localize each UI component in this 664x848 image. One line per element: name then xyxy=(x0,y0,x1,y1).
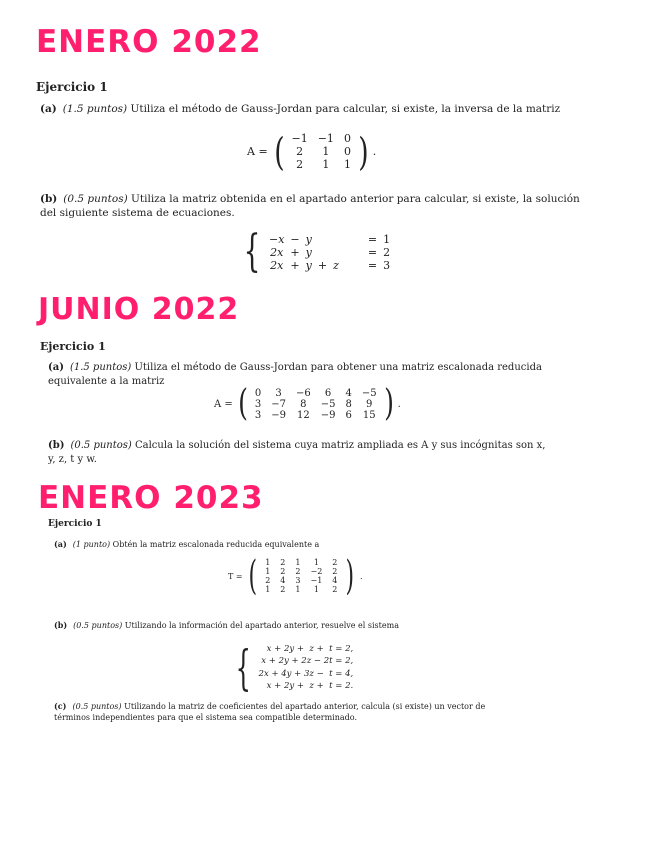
matrix-cell: 9 xyxy=(366,398,373,410)
item-label: (a) xyxy=(48,362,64,373)
matrix-cell: 2 xyxy=(265,576,271,585)
equation-system xyxy=(228,639,354,696)
item-text: Calcula la solución del sistema cuya matriz ampliada es A y sus incógnitas son x, y, z, t y w. xyxy=(48,440,546,465)
matrix-cell: 15 xyxy=(362,409,376,421)
item-b xyxy=(48,439,548,466)
matrix-cell: 2 xyxy=(296,158,304,171)
item-text: Utiliza la matriz obtenida en el apartado anterior para calcular, si existe, la solución del siguiente sistema de ecuaciones. xyxy=(40,193,580,220)
matrix-t xyxy=(228,553,363,599)
system-table xyxy=(266,233,393,272)
heading-enero-2022: ENERO 2022 xyxy=(36,24,262,60)
term: + xyxy=(290,258,300,272)
term: 2x xyxy=(270,258,284,272)
term: 2x xyxy=(270,245,284,259)
equation: x + 2y + 2z − 2t = 2, xyxy=(261,656,354,667)
item-label: (a) xyxy=(40,103,57,115)
item-c xyxy=(54,701,514,724)
matrix-cell: 0 xyxy=(254,387,262,399)
matrix-cell: 2 xyxy=(332,585,338,594)
term xyxy=(330,233,342,246)
heading-junio-2022: JUNIO 2022 xyxy=(38,292,240,327)
matrix-cell: 1 xyxy=(322,145,330,158)
item-label: (a) xyxy=(54,539,67,549)
matrix-end: . xyxy=(397,398,401,410)
points: (1.5 puntos) xyxy=(69,362,132,373)
matrix-cell: −5 xyxy=(320,398,336,410)
equation: x + 2y + z + t = 2, xyxy=(266,644,354,654)
matrix-cell: 6 xyxy=(345,409,352,421)
term: + xyxy=(290,245,300,259)
exercise-title: Ejercicio 1 xyxy=(48,519,102,529)
term xyxy=(315,233,330,246)
matrix-cell: 3 xyxy=(275,387,282,399)
matrix-cell: 3 xyxy=(254,409,262,421)
left-brace: { xyxy=(243,226,261,277)
item-b xyxy=(54,620,514,632)
matrix-cell: 8 xyxy=(345,398,352,410)
item-b xyxy=(40,192,580,220)
matrix-cell: −7 xyxy=(271,398,286,410)
matrix-cell: 1 xyxy=(322,158,330,171)
item-a xyxy=(54,539,514,551)
matrix-cell: 1 xyxy=(265,567,271,576)
right-paren: ) xyxy=(383,383,394,424)
left-paren: ( xyxy=(273,129,285,174)
matrix-name: A = xyxy=(214,398,233,410)
item-label: (b) xyxy=(48,440,65,451)
term: −x xyxy=(269,232,285,246)
term: = xyxy=(367,245,378,259)
system-lines xyxy=(259,643,354,692)
term: z xyxy=(333,258,339,272)
term: = xyxy=(367,232,378,246)
term: y xyxy=(305,258,312,272)
matrix-cell: 1 xyxy=(265,558,271,567)
matrix-cell: −6 xyxy=(295,387,311,399)
term: y xyxy=(305,245,312,259)
matrix-cell: −9 xyxy=(271,409,286,421)
item-text: Utiliza el método de Gauss-Jordan para calcular, si existe, la inversa de la matriz xyxy=(130,103,561,115)
matrix-a xyxy=(247,129,377,174)
exercise-title: Ejercicio 1 xyxy=(36,80,108,94)
matrix-cell: 1 xyxy=(295,585,301,594)
item-text: Utilizando la información del apartado anterior, resuelve el sistema xyxy=(124,621,399,630)
matrix-cell: 4 xyxy=(332,576,338,585)
matrix-cell: 8 xyxy=(300,398,307,410)
points: (0.5 puntos) xyxy=(73,621,123,630)
term xyxy=(330,246,342,259)
matrix-end: . xyxy=(359,571,363,581)
matrix-cell: 6 xyxy=(324,387,332,399)
matrix-cell: 12 xyxy=(296,409,310,421)
matrix-table xyxy=(287,132,356,171)
matrix-cell: 0 xyxy=(343,145,351,158)
matrix-cell: 2 xyxy=(280,567,286,576)
points: (1.5 puntos) xyxy=(62,103,128,115)
equation: 2x + 4y + 3z − t = 4, xyxy=(258,668,354,679)
matrix-cell: 2 xyxy=(295,567,301,576)
matrix-cell: −1 xyxy=(310,576,323,585)
matrix-cell: 1 xyxy=(295,558,301,567)
matrix-cell: 1 xyxy=(313,585,319,594)
item-text: Utiliza el método de Gauss-Jordan para obtener una matriz escalonada reducida equivalente a la matriz xyxy=(48,362,542,387)
matrix-cell: −9 xyxy=(320,409,336,421)
item-text: Utilizando la matriz de coeficientes del apartado anterior, calcula (si existe) un vector de términos independientes para que el sistema sea compatible determinado. xyxy=(54,702,486,722)
term: + xyxy=(317,258,328,272)
term: y xyxy=(305,232,312,246)
points: (0.5 puntos) xyxy=(63,193,128,205)
matrix-cell: 2 xyxy=(280,585,286,594)
matrix-cell: 4 xyxy=(345,387,352,399)
term: 1 xyxy=(383,232,391,246)
matrix-cell: 3 xyxy=(254,398,262,410)
matrix-cell: 0 xyxy=(343,132,351,145)
points: (1 punto) xyxy=(72,540,111,549)
matrix-cell: −1 xyxy=(291,132,308,145)
matrix-table xyxy=(260,558,342,594)
matrix-cell: 2 xyxy=(280,558,286,567)
heading-enero-2023: ENERO 2023 xyxy=(38,480,264,516)
left-brace: { xyxy=(235,639,251,696)
left-paren: ( xyxy=(248,553,257,599)
matrix-cell: 4 xyxy=(280,576,286,585)
matrix-name: T = xyxy=(228,571,243,581)
right-paren: ) xyxy=(345,553,355,599)
matrix-table xyxy=(250,388,382,421)
term: 3 xyxy=(383,258,391,272)
matrix-cell: 2 xyxy=(332,567,338,576)
term xyxy=(315,246,330,259)
exercise-title: Ejercicio 1 xyxy=(40,340,106,353)
equation-system xyxy=(238,226,393,277)
matrix-cell: 1 xyxy=(313,558,319,567)
item-text: Obtén la matriz escalonada reducida equivalente a xyxy=(112,540,320,549)
matrix-cell: 3 xyxy=(295,576,301,585)
matrix-cell: −2 xyxy=(310,567,323,576)
matrix-cell: −1 xyxy=(317,132,334,145)
term: − xyxy=(290,232,300,246)
equation: x + 2y + z + t = 2. xyxy=(266,680,354,691)
term: 2 xyxy=(383,245,391,259)
item-label: (b) xyxy=(54,620,68,630)
item-label: (b) xyxy=(40,193,58,205)
left-paren: ( xyxy=(237,383,248,424)
matrix-end: . xyxy=(372,145,377,158)
right-paren: ) xyxy=(358,129,369,174)
matrix-cell: 1 xyxy=(343,158,351,171)
matrix-cell: 2 xyxy=(296,145,304,158)
matrix-cell: −5 xyxy=(361,387,377,399)
term: = xyxy=(367,258,378,272)
matrix-name: A = xyxy=(247,145,268,158)
matrix-cell: 1 xyxy=(265,585,271,594)
item-label: (c) xyxy=(54,701,67,711)
points: (0.5 puntos) xyxy=(70,440,132,451)
points: (0.5 puntos) xyxy=(72,702,122,711)
matrix-a xyxy=(214,383,401,424)
item-a xyxy=(48,361,548,388)
matrix-cell: 2 xyxy=(332,558,338,567)
item-a xyxy=(40,102,570,116)
